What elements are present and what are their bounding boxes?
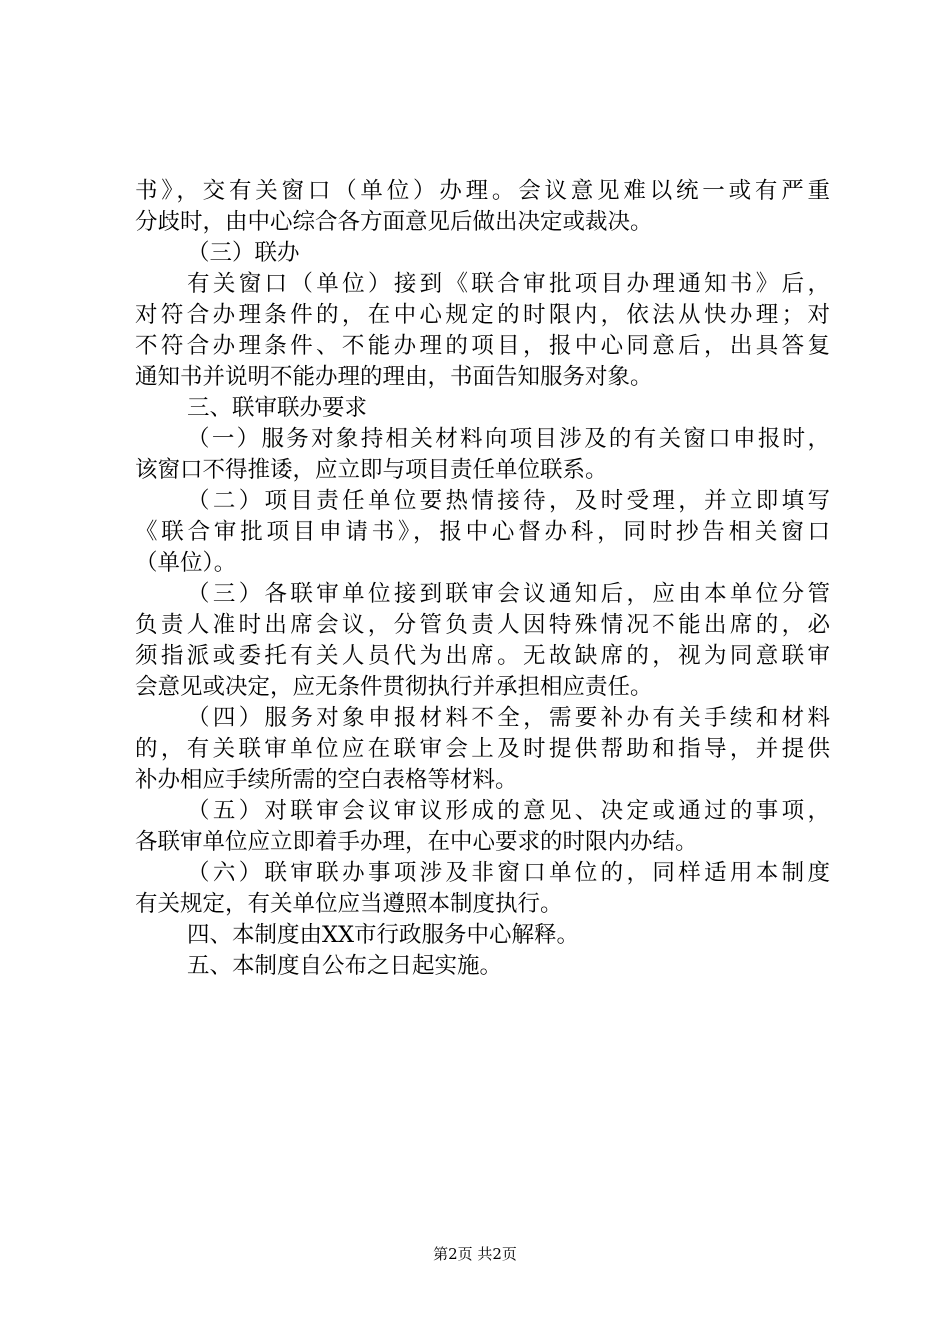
- text-line: 分歧时，由中心综合各方面意见后做出决定或裁决。: [135, 209, 653, 235]
- text-line: 对符合办理条件的，在中心规定的时限内，依法从快办理；对: [135, 302, 830, 328]
- section-heading: 四、本制度由XX市行政服务中心解释。: [187, 922, 580, 948]
- section-heading: 五、本制度自公布之日起实施。: [187, 953, 503, 979]
- text-line: 不符合办理条件、不能办理的项目，报中心同意后，出具答复: [135, 333, 830, 359]
- text-line: 的，有关联审单位应在联审会上及时提供帮助和指导，并提供: [135, 736, 830, 762]
- document-body: [135, 176, 830, 982]
- text-line: （三）各联审单位接到联审会议通知后，应由本单位分管: [187, 581, 830, 607]
- page-number-footer: 第2页 共2页: [433, 1245, 517, 1263]
- text-line: 该窗口不得推诿，应立即与项目责任单位联系。: [135, 457, 608, 483]
- text-line: 各联审单位应立即着手办理，在中心要求的时限内办结。: [135, 829, 698, 855]
- section-heading: 三、联审联办要求: [187, 395, 368, 421]
- text-line: 负责人准时出席会议，分管负责人因特殊情况不能出席的，必: [135, 612, 830, 638]
- section-heading: （三）联办: [187, 240, 300, 266]
- text-line: 有关窗口（单位）接到《联合审批项目办理通知书》后，: [187, 271, 830, 297]
- text-line: （二）项目责任单位要热情接待，及时受理，并立即填写: [187, 488, 830, 514]
- text-line: 会意见或决定，应无条件贯彻执行并承担相应责任。: [135, 674, 653, 700]
- text-line: （五）对联审会议审议形成的意见、决定或通过的事项，: [187, 798, 830, 824]
- text-line: 补办相应手续所需的空白表格等材料。: [135, 767, 518, 793]
- text-line: （六）联审联办事项涉及非窗口单位的，同样适用本制度: [187, 860, 830, 886]
- text-line: （单位）。: [135, 550, 237, 576]
- text-line: 有关规定，有关单位应当遵照本制度执行。: [135, 891, 563, 917]
- text-line: （一）服务对象持相关材料向项目涉及的有关窗口申报时，: [187, 426, 830, 452]
- text-line: 书》，交有关窗口（单位）办理。会议意见难以统一或有严重: [135, 178, 830, 204]
- text-line: 通知书并说明不能办理的理由，书面告知服务对象。: [135, 364, 653, 390]
- text-line: 须指派或委托有关人员代为出席。无故缺席的，视为同意联审: [135, 643, 830, 669]
- text-line: 《联合审批项目申请书》，报中心督办科，同时抄告相关窗口: [135, 519, 830, 545]
- text-line: （四）服务对象申报材料不全，需要补办有关手续和材料: [187, 705, 830, 731]
